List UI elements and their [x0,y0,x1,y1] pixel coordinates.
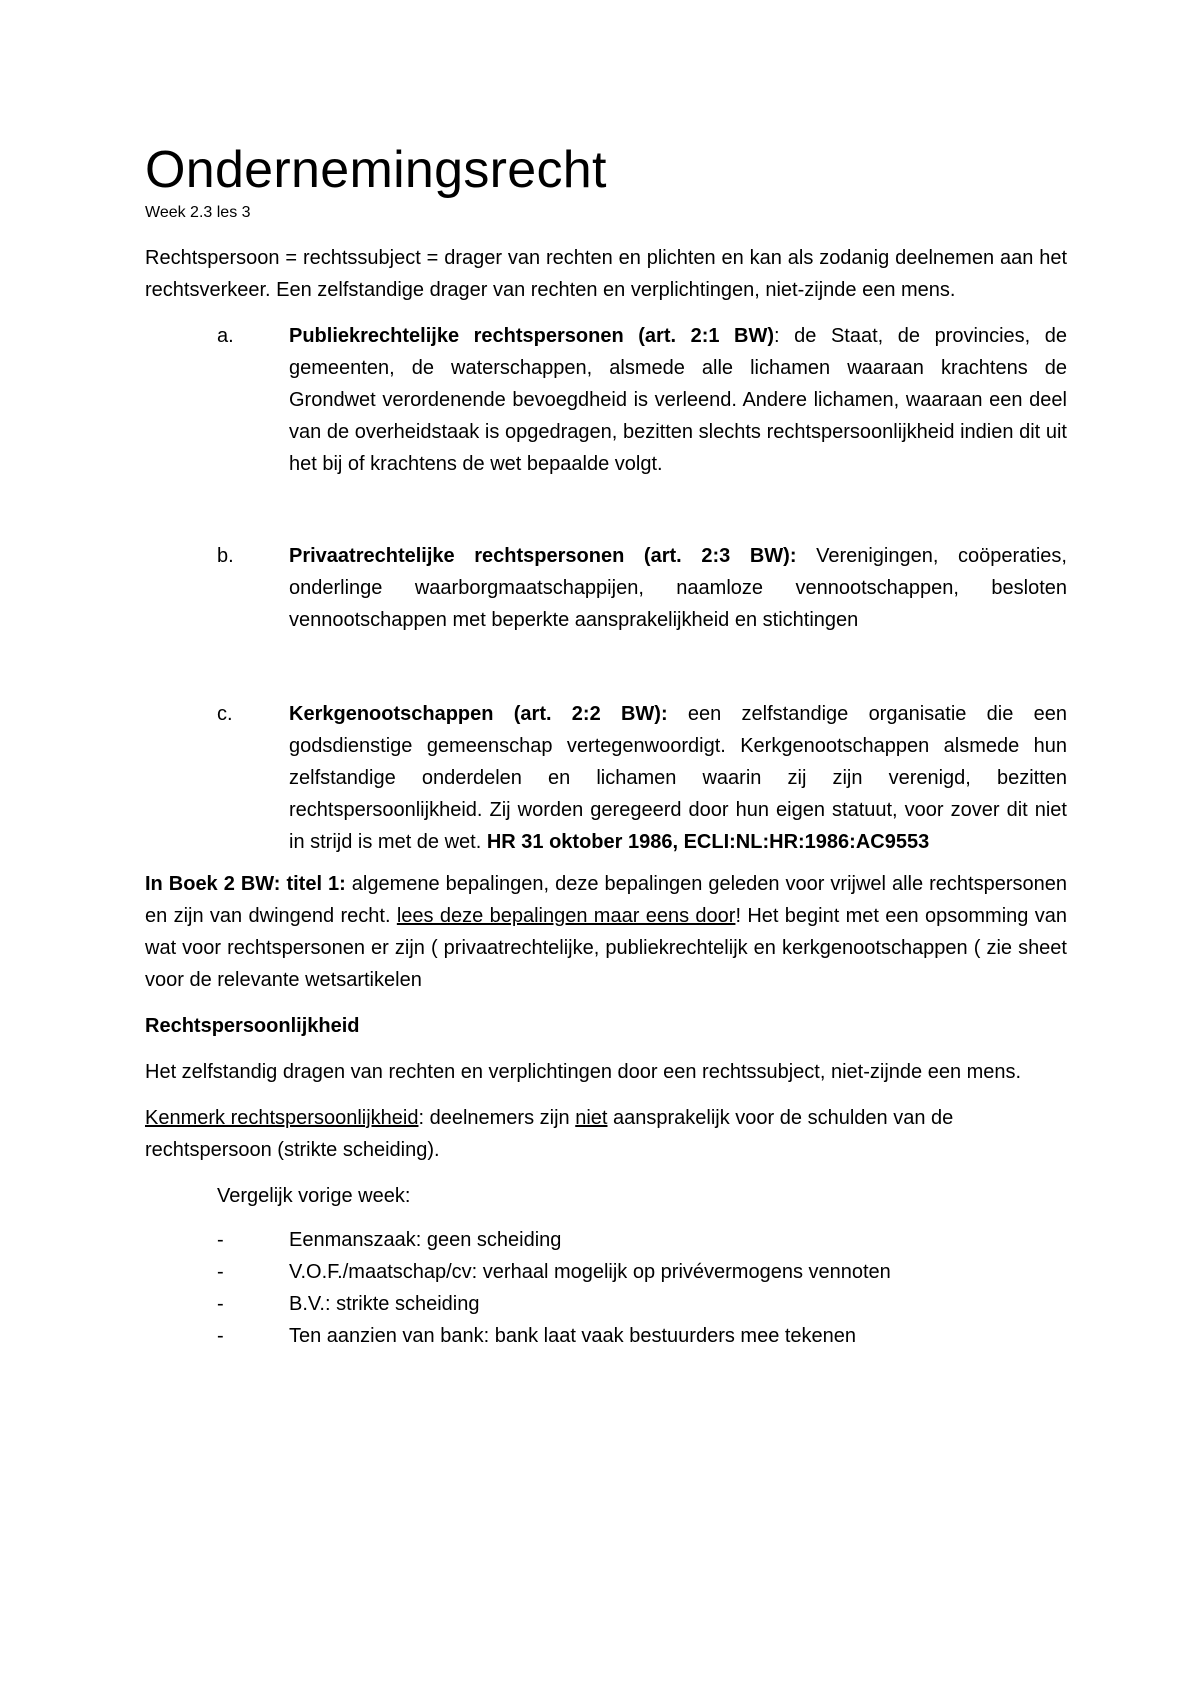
boek2-text2: ! Het begint met een opsomming van wat voor rechtspersonen er zijn ( privaatrechtelijke, publiekrechtelijk en kerkgenootschappen ( zie sheet voor de relevante wetsartikelen [145,905,1067,991]
dash-item [145,1320,1067,1352]
dash-text: Eenmanszaak: geen scheiding [289,1229,562,1251]
document-title: Ondernemingsrecht [145,141,607,199]
definition-paragraph: Het zelfstandig dragen van rechten en verplichtingen door een rechtssubject, niet-zijnde een mens. [145,1061,1022,1083]
dash-marker: - [217,1293,224,1315]
list-marker: b. [217,545,234,567]
dash-text: V.O.F./maatschap/cv: verhaal mogelijk op privévermogens vennoten [289,1261,891,1283]
list-text: : de Staat, de provincies, de gemeenten, de waterschappen, alsmede alle lichamen waaraan krachtens de Grondwet verordenende bevoegdheid is verleend. Andere lichamen, waaraan een deel van de overheidstaak is opgedragen, bezitten slechts rechtspersoonlijkheid indien dit uit het bij of krachtens de wet bepaalde volgt. [289,325,1067,475]
boek2-bold: In Boek 2 BW: titel 1: [145,873,346,895]
dash-text: Ten aanzien van bank: bank laat vaak bestuurders mee tekenen [289,1325,857,1347]
list-body [289,540,1067,636]
kenmerk-text1: : deelnemers zijn [418,1107,576,1129]
kenmerk-paragraph [145,1102,1067,1166]
intro-paragraph: Rechtspersoon = rechtssubject = drager van rechten en plichten en kan als zodanig deelnemen aan het rechtsverkeer. Een zelfstandige drager van rechten en verplichtingen, niet-zijnde een mens. [145,247,1067,301]
list-marker: c. [217,703,233,725]
kenmerk-underline: Kenmerk rechtspersoonlijkheid [145,1107,419,1129]
list-body [289,698,1067,858]
list-bold: Publiekrechtelijke rechtspersonen (art. 2:1 BW) [289,325,775,347]
dash-marker: - [217,1229,224,1251]
list-bold: Privaatrechtelijke rechtspersonen (art. 2:3 BW): [289,545,797,567]
section-heading: Rechtspersoonlijkheid [145,1015,360,1037]
boek2-paragraph [145,868,1067,996]
list-marker: a. [217,325,234,347]
list-text: een zelfstandige organisatie die een godsdienstige gemeenschap vertegenwoordigt. Kerkgenootschappen alsmede hun zelfstandige onderdelen en lichamen waarin zij zijn verenigd, bezitten rechtspersoonlijkheid. Zij worden geregeerd door hun eigen statuut, voor zover dit niet in strijd is met de wet. [289,703,1068,853]
dash-item [145,1288,1067,1320]
kenmerk-niet: niet [575,1107,608,1129]
list-item-b [145,540,1067,636]
dash-marker: - [217,1325,224,1347]
dash-item [145,1256,1067,1288]
list-text: Verenigingen, coöperaties, onderlinge waarborgmaatschappijen, naamloze vennootschappen, besloten vennootschappen met beperkte aansprakelijkheid en stichtingen [289,545,1067,631]
boek2-underline: lees deze bepalingen maar eens door [396,905,736,927]
document-subtitle: Week 2.3 les 3 [145,204,251,221]
dash-text: B.V.: strikte scheiding [289,1293,480,1315]
list-body [289,320,1067,480]
list-item-a [145,320,1067,480]
list-bold: Kerkgenootschappen (art. 2:2 BW): [289,703,668,725]
document-page [145,140,1067,1352]
boek2-text1: algemene bepalingen, deze bepalingen geleden voor vrijwel alle rechtspersonen en zijn van dwingend recht. [145,873,1067,927]
list-item-c [145,698,1067,858]
vergelijk-line: Vergelijk vorige week: [217,1185,411,1207]
dash-marker: - [217,1261,224,1283]
case-reference: HR 31 oktober 1986, ECLI:NL:HR:1986:AC9553 [486,831,930,853]
kenmerk-text2: aansprakelijk voor de schulden van de rechtspersoon (strikte scheiding). [145,1107,954,1161]
dash-item [145,1224,1067,1256]
